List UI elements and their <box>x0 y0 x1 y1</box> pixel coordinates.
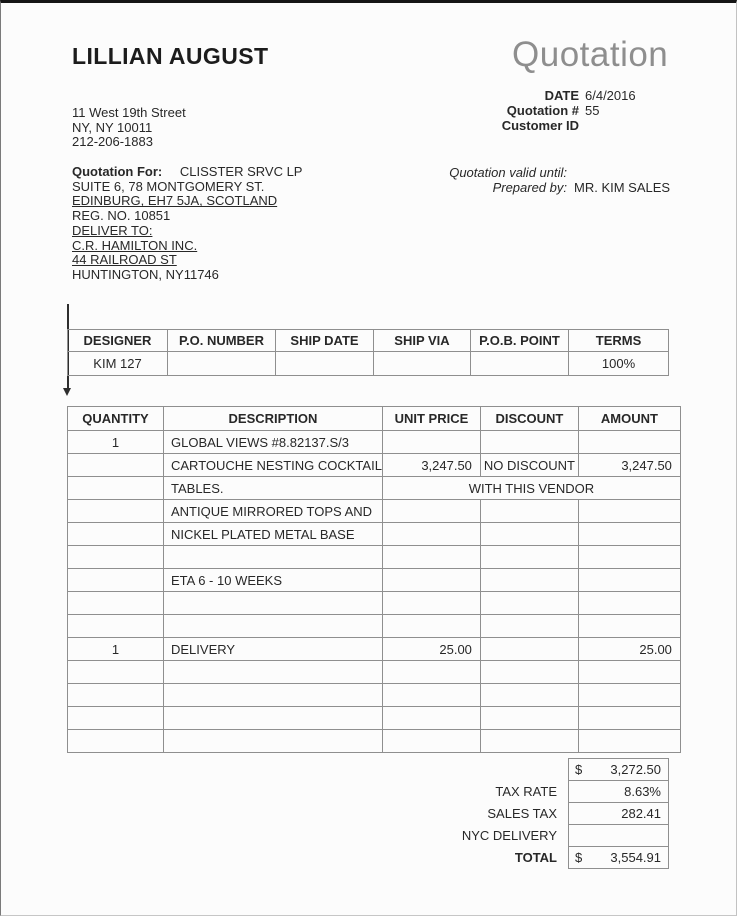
info-column-header: P.O. NUMBER <box>168 330 276 352</box>
summary-value-box <box>568 846 669 869</box>
address-line: NY, NY 10011 <box>72 119 153 135</box>
quantity-cell <box>68 684 164 707</box>
quantity-cell <box>68 730 164 753</box>
unit-price-cell <box>382 431 480 454</box>
merged-note-cell: WITH THIS VENDOR <box>382 477 680 500</box>
discount-cell <box>480 638 578 661</box>
items-column-header: QUANTITY <box>68 407 164 431</box>
unit-price-cell <box>382 730 480 753</box>
amount-cell <box>578 615 680 638</box>
valid-until-label: Quotation valid until: <box>449 165 567 180</box>
amount-cell <box>578 431 680 454</box>
summary-value-box <box>568 758 669 781</box>
description-cell <box>164 546 383 569</box>
table-row <box>68 730 681 753</box>
line-items-table <box>67 406 681 753</box>
unit-price-cell <box>382 523 480 546</box>
company-name: LILLIAN AUGUST <box>72 43 269 69</box>
info-cell <box>168 352 276 376</box>
description-cell: ANTIQUE MIRRORED TOPS AND <box>164 500 383 523</box>
info-column-header: SHIP DATE <box>276 330 374 352</box>
items-column-header: UNIT PRICE <box>382 407 480 431</box>
quantity-cell <box>68 500 164 523</box>
quantity-cell <box>68 661 164 684</box>
quantity-cell <box>68 477 164 500</box>
summary-row <box>67 758 669 781</box>
summary-value-box <box>568 824 669 847</box>
unit-price-cell <box>382 569 480 592</box>
quantity-cell <box>68 592 164 615</box>
date-label: DATE <box>544 88 579 103</box>
table-row <box>68 500 681 523</box>
discount-cell <box>480 730 578 753</box>
unit-price-cell <box>382 684 480 707</box>
table-row <box>68 615 681 638</box>
table-row <box>68 707 681 730</box>
info-cell <box>374 352 471 376</box>
discount-cell <box>480 431 578 454</box>
table-row <box>68 592 681 615</box>
currency-symbol: $ <box>575 762 583 777</box>
totals-summary <box>67 758 669 869</box>
unit-price-cell: 3,247.50 <box>382 454 480 477</box>
date-value: 6/4/2016 <box>585 88 636 103</box>
summary-value-box <box>568 802 669 825</box>
billing-line: SUITE 6, 78 MONTGOMERY ST. <box>72 178 265 194</box>
quantity-cell <box>68 615 164 638</box>
meta-customer-id-row <box>439 118 636 133</box>
amount-cell <box>578 592 680 615</box>
discount-cell <box>480 500 578 523</box>
summary-row <box>67 802 669 825</box>
billing-line: C.R. HAMILTON INC. <box>72 237 198 253</box>
info-cell: 100% <box>569 352 669 376</box>
discount-cell <box>480 615 578 638</box>
description-cell: GLOBAL VIEWS #8.82137.S/3 <box>164 431 383 454</box>
address-line: 212-206-1883 <box>72 134 153 150</box>
info-column-header: P.O.B. POINT <box>471 330 569 352</box>
quote-number-label: Quotation # <box>506 103 579 118</box>
amount-cell <box>578 546 680 569</box>
amount-cell: 3,247.50 <box>578 454 680 477</box>
amount-cell: 25.00 <box>578 638 680 661</box>
valid-until-row <box>341 165 670 180</box>
amount-cell <box>578 730 680 753</box>
summary-value: 3,554.91 <box>610 850 661 865</box>
description-cell: TABLES. <box>164 477 383 500</box>
table-row <box>68 454 681 477</box>
quantity-cell <box>68 454 164 477</box>
summary-value: 3,272.50 <box>610 762 661 777</box>
company-address <box>72 106 186 150</box>
description-cell <box>164 730 383 753</box>
quantity-cell <box>68 546 164 569</box>
table-row <box>68 477 681 500</box>
summary-label: SALES TAX <box>487 806 557 821</box>
amount-cell <box>578 500 680 523</box>
discount-cell <box>480 569 578 592</box>
discount-cell <box>480 523 578 546</box>
prepared-by-label: Prepared by: <box>492 180 567 195</box>
amount-cell <box>578 569 680 592</box>
table-row <box>68 684 681 707</box>
table-row <box>68 661 681 684</box>
items-column-header: DISCOUNT <box>480 407 578 431</box>
quantity-cell <box>68 523 164 546</box>
summary-label: NYC DELIVERY <box>461 828 557 843</box>
description-cell <box>164 707 383 730</box>
address-line: 11 West 19th Street <box>72 105 186 120</box>
quantity-cell: 1 <box>68 431 164 454</box>
unit-price-cell <box>382 592 480 615</box>
info-value-row <box>68 352 669 376</box>
description-cell: CARTOUCHE NESTING COCKTAIL <box>164 454 383 477</box>
table-row <box>68 638 681 661</box>
description-cell <box>164 661 383 684</box>
quote-number-value: 55 <box>585 103 600 118</box>
quantity-cell <box>68 569 164 592</box>
description-cell: NICKEL PLATED METAL BASE <box>164 523 383 546</box>
customer-id-label: Customer ID <box>501 118 579 133</box>
customer-name: CLISSTER SRVC LP <box>179 164 303 179</box>
summary-label: TOTAL <box>514 850 557 865</box>
table-row <box>68 523 681 546</box>
description-cell <box>164 684 383 707</box>
summary-row <box>67 846 669 869</box>
info-header-row <box>68 330 669 352</box>
description-cell <box>164 592 383 615</box>
amount-cell <box>578 523 680 546</box>
unit-price-cell <box>382 500 480 523</box>
quote-meta <box>439 88 636 133</box>
billing-line: 44 RAILROAD ST <box>72 252 177 268</box>
document-title: Quotation <box>512 35 669 74</box>
currency-symbol: $ <box>575 850 583 865</box>
billing-line: EDINBURG, EH7 5JA, SCOTLAND <box>72 193 278 209</box>
meta-quote-number-row <box>439 103 636 118</box>
billing-lines <box>72 180 302 283</box>
summary-value: 8.63% <box>624 784 661 799</box>
quantity-cell <box>68 707 164 730</box>
quotation-for-row <box>72 165 302 180</box>
billing-block <box>72 165 302 283</box>
summary-label: TAX RATE <box>495 784 557 799</box>
description-cell: DELIVERY <box>164 638 383 661</box>
amount-cell <box>578 707 680 730</box>
prepared-by-value: MR. KIM SALES <box>574 180 671 195</box>
table-row <box>68 569 681 592</box>
amount-cell <box>578 684 680 707</box>
items-column-header: AMOUNT <box>578 407 680 431</box>
unit-price-cell: 25.00 <box>382 638 480 661</box>
unit-price-cell <box>382 546 480 569</box>
unit-price-cell <box>382 707 480 730</box>
summary-row <box>67 780 669 803</box>
info-cell <box>471 352 569 376</box>
discount-cell <box>480 661 578 684</box>
items-header-row <box>68 407 681 431</box>
table-row <box>68 546 681 569</box>
quantity-cell: 1 <box>68 638 164 661</box>
unit-price-cell <box>382 661 480 684</box>
table-row <box>68 431 681 454</box>
summary-value-box <box>568 780 669 803</box>
description-cell <box>164 615 383 638</box>
validity-block <box>341 165 670 195</box>
unit-price-cell <box>382 615 480 638</box>
info-column-header: DESIGNER <box>68 330 168 352</box>
meta-date-row <box>439 88 636 103</box>
discount-cell: NO DISCOUNT <box>480 454 578 477</box>
amount-cell <box>578 661 680 684</box>
summary-row <box>67 824 669 847</box>
info-column-header: SHIP VIA <box>374 330 471 352</box>
discount-cell <box>480 546 578 569</box>
prepared-by-row <box>341 180 670 195</box>
billing-line: HUNTINGTON, NY11746 <box>72 266 219 282</box>
items-column-header: DESCRIPTION <box>164 407 383 431</box>
discount-cell <box>480 707 578 730</box>
billing-line: REG. NO. 10851 <box>72 208 171 224</box>
pen-mark-arrow <box>63 388 71 396</box>
discount-cell <box>480 592 578 615</box>
billing-line: DELIVER TO: <box>72 222 153 238</box>
info-cell <box>276 352 374 376</box>
info-cell: KIM 127 <box>68 352 168 376</box>
summary-value: 282.41 <box>621 806 661 821</box>
discount-cell <box>480 684 578 707</box>
shipping-info-table <box>67 329 669 376</box>
quotation-for-label: Quotation For: <box>72 164 163 179</box>
description-cell: ETA 6 - 10 WEEKS <box>164 569 383 592</box>
info-column-header: TERMS <box>569 330 669 352</box>
